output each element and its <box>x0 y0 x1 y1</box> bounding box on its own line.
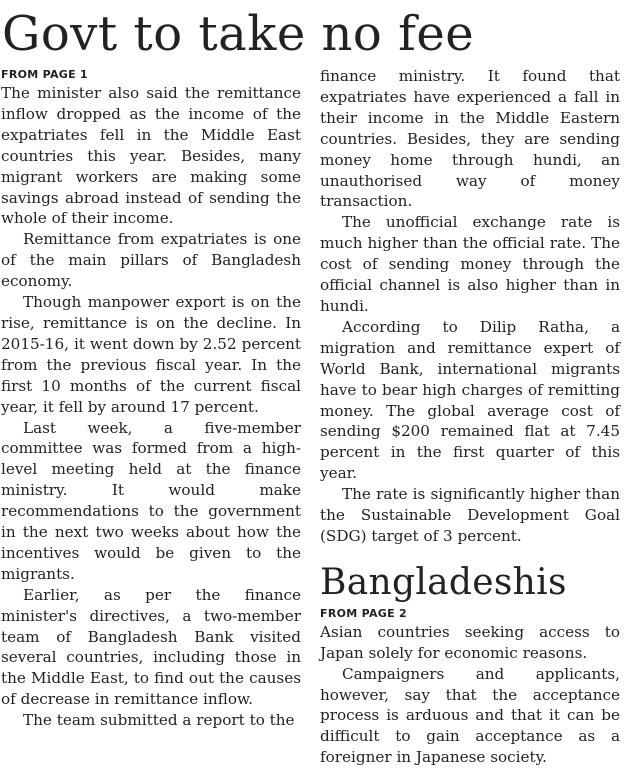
article-paragraph: finance ministry. It found that expatriates have experienced a fall in their income in the Middle Eastern countries. Besides, they are sending money home through hundi, an unauthorised way of money transaction. <box>320 67 620 211</box>
article-paragraph: Earlier, as per the finance minister's directives, a two-member team of Bangladesh Bank visited several countries, including those in the Middle East, to find out the causes of decrease in remittance inflow. <box>1 585 301 709</box>
article-paragraph: The unofficial exchange rate is much higher than the official rate. The cost of sending money through the official channel is also higher than in hundi. <box>320 213 620 315</box>
article-column-right <box>320 66 620 768</box>
article-paragraph: The rate is significantly higher than the Sustainable Development Goal (SDG) target of 3 percent. <box>320 485 620 545</box>
article-paragraph: Last week, a five-member committee was formed from a high-level meeting held at the finance ministry. It would make recommendations to the government in the next two weeks about how the incentives would be given to the migrants. <box>1 418 301 583</box>
article-paragraph: The team submitted a report to the <box>23 711 295 730</box>
article-paragraph: According to Dilip Ratha, a migration and remittance expert of World Bank, international migrants have to bear high charges of remitting money. The global average cost of sending $200 remained flat at 7.45 percent in the first quarter of this year. <box>320 317 620 483</box>
article-paragraph: Asian countries seeking access to Japan solely for economic reasons. <box>320 622 620 662</box>
article-paragraph: Campaigners and applicants, however, say that the acceptance process is arduous and that it can be difficult to gain acceptance as a foreigner in Japanese society. <box>320 664 620 767</box>
from-page-2-label: FROM PAGE 2 <box>320 606 408 620</box>
article-paragraph: The minister also said the remittance inflow dropped as the income of the expatriates fell in the Middle East countries this year. Besides, many migrant workers are making some savings abroad instead of sending the whole of their income. <box>1 84 301 228</box>
headline-govt-fee: Govt to take no fee <box>2 6 475 62</box>
article-paragraph: Remittance from expatriates is one of the main pillars of Bangladesh economy. <box>1 230 301 291</box>
from-page-1-label: FROM PAGE 1 <box>1 68 89 81</box>
headline-bangladeshis: Bangladeshis <box>320 561 567 603</box>
article-paragraph: Though manpower export is on the rise, remittance is on the decline. In 2015-16, it went down by 2.52 percent from the previous fiscal year. In the first 10 months of the current fiscal year, it fell by around 17 percent. <box>1 293 301 416</box>
article-column-left <box>1 66 301 731</box>
